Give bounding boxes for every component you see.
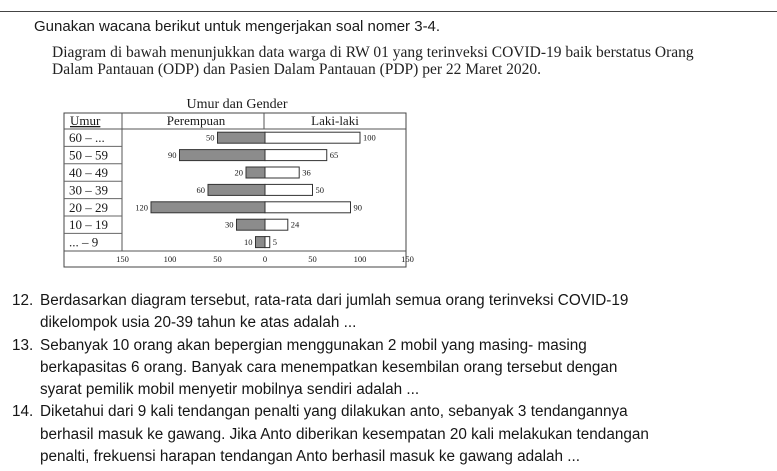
question-item — [12, 401, 772, 468]
question-text-line: syarat pemilik mobil menyetir mobilnya sendiri adalah ... — [40, 381, 420, 399]
bar-perempuan — [208, 184, 265, 195]
bar-laki-laki — [265, 219, 288, 230]
question-text-line: Diketahui dari 9 kali tendangan penalti yang dilakukan anto, sebanyak 3 tendangannya — [40, 403, 628, 421]
question-item — [12, 335, 772, 402]
x-tick-label: 0 — [262, 254, 268, 264]
x-tick-label: 100 — [353, 254, 367, 264]
value-label-perempuan: 30 — [225, 219, 234, 230]
age-label: 40 – 49 — [69, 165, 108, 180]
age-label: 60 – ... — [69, 130, 105, 146]
bar-laki-laki — [265, 237, 270, 248]
value-label-laki-laki: 5 — [272, 237, 277, 248]
bar-perempuan — [180, 150, 266, 161]
question-text-line: Sebanyak 10 orang akan bepergian menggunakan 2 mobil yang masing- masing — [40, 336, 587, 354]
x-tick-label: 150 — [116, 254, 129, 264]
x-tick-label: 50 — [308, 254, 317, 264]
bar-laki-laki — [265, 132, 360, 143]
header-umur: Umur — [70, 113, 101, 128]
value-label-perempuan: 120 — [135, 202, 148, 213]
question-text-line: Berdasarkan diagram tersebut, rata-rata dari jumlah semua orang terinveksi COVID-19 — [40, 292, 629, 309]
header-perempuan: Perempuan — [166, 113, 226, 128]
value-label-perempuan: 10 — [244, 237, 253, 248]
age-label: 30 – 39 — [69, 182, 108, 198]
bar-laki-laki — [265, 167, 299, 178]
chart-title: Umur dan Gender — [186, 97, 288, 112]
question-number: 14. — [12, 403, 34, 421]
bar-laki-laki — [265, 184, 313, 195]
value-label-perempuan: 60 — [196, 184, 205, 195]
value-label-laki-laki: 24 — [290, 219, 300, 230]
question-text-line: dikelompok usia 20-39 tahun ke atas adalah ... — [40, 314, 357, 332]
age-label: 20 – 29 — [69, 199, 108, 215]
header-laki-laki: Laki-laki — [311, 113, 359, 128]
value-label-laki-laki: 36 — [302, 167, 311, 178]
question-number: 12. — [12, 292, 34, 309]
question-item — [12, 290, 772, 335]
bar-perempuan — [218, 132, 266, 143]
value-label-laki-laki: 65 — [329, 150, 339, 161]
x-tick-label: 100 — [163, 254, 177, 264]
bar-perempuan — [246, 167, 265, 178]
x-tick-label: 50 — [213, 254, 222, 264]
description-line: Dalam Pantauan (ODP) dan Pasien Dalam Pantauan (PDP) per 22 Maret 2020. — [52, 61, 541, 78]
question-text-line: berhasil masuk ke gawang. Jika Anto diberikan kesempatan 20 kali melakukan tendangan — [40, 425, 649, 443]
bar-perempuan — [151, 202, 265, 213]
description-line: Diagram di bawah menunjukkan data warga di RW 01 yang terinveksi COVID-19 baik berstatus Orang — [52, 44, 694, 61]
bar-laki-laki — [265, 150, 327, 161]
value-label-laki-laki: 100 — [363, 132, 376, 143]
value-label-perempuan: 90 — [168, 150, 177, 161]
bar-perempuan — [237, 219, 266, 230]
value-label-perempuan: 20 — [234, 167, 243, 178]
value-label-laki-laki: 90 — [353, 202, 362, 213]
age-label: 10 – 19 — [69, 217, 108, 233]
question-text-line: berkapasitas 6 orang. Banyak cara menempatkan kesembilan orang tersebut dengan — [40, 358, 618, 376]
bar-laki-laki — [265, 202, 351, 213]
question-list — [12, 290, 772, 468]
age-label: ... – 9 — [69, 234, 99, 250]
question-text-line: penalti, frekuensi harapan tendangan Anto berhasil masuk ke gawang adalah ... — [40, 448, 581, 466]
age-label: 50 – 59 — [69, 147, 108, 163]
intro-text: Gunakan wacana berikut untuk mengerjakan soal nomer 3-4. — [34, 18, 441, 35]
value-label-laki-laki: 50 — [315, 184, 324, 195]
bar-perempuan — [256, 237, 266, 248]
x-tick-label: 150 — [401, 254, 414, 264]
question-number: 13. — [12, 336, 34, 354]
value-label-perempuan: 50 — [206, 132, 215, 143]
